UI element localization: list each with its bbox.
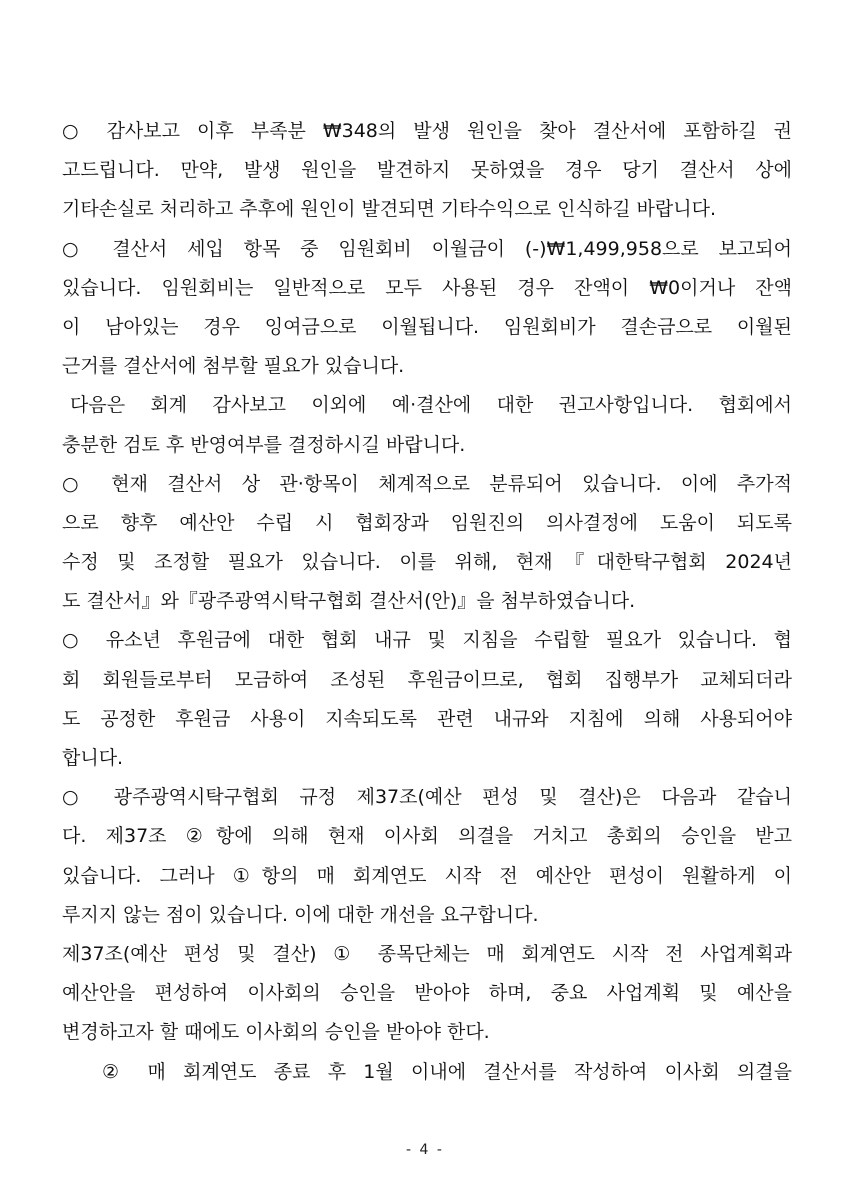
- text-line: 있습니다. 그러나 ①항의 매 회계연도 시작 전 예산안 편성이 원활하게 이: [62, 864, 792, 887]
- text-line: ○ 유소년 후원금에 대한 협회 내규 및 지침을 수립할 필요가 있습니다. 협: [62, 629, 792, 652]
- text-line: 변경하고자 할 때에도 이사회의 승인을 받아야 한다.: [62, 1021, 490, 1044]
- text-line: ② 매 회계연도 종료 후 1월 이내에 결산서를 작성하여 이사회 의결을: [102, 1060, 792, 1083]
- text-line: 도 결산서』와『광주광역시탁구협회 결산서(안)』을 첨부하였습니다.: [62, 590, 636, 613]
- text-line: 도 공정한 후원금 사용이 지속되도록 관련 내규와 지침에 의해 사용되어야: [62, 707, 792, 730]
- text-line: 제37조(예산 편성 및 결산) ① 종목단체는 매 회계연도 시작 전 사업계획과: [62, 942, 792, 965]
- text-line: 근거를 결산서에 첨부할 필요가 있습니다.: [62, 355, 405, 378]
- text-line: ○ 결산서 세입 항목 중 임원회비 이월금이 (-)₩1,499,958으로 보고되어: [62, 237, 792, 260]
- document-body: [62, 112, 792, 1092]
- text-line: 합니다.: [62, 747, 124, 769]
- text-line: 다음은 회계 감사보고 이외에 예·결산에 대한 권고사항입니다. 협회에서: [70, 394, 792, 417]
- page-number: - 4 -: [406, 1142, 444, 1158]
- text-line: 수정 및 조정할 필요가 있습니다. 이를 위해, 현재『대한탁구협회 2024년: [62, 551, 792, 574]
- text-line: 충분한 검토 후 반영여부를 결정하시길 바랍니다.: [62, 433, 466, 456]
- text-line: 루지지 않는 점이 있습니다. 이에 대한 개선을 요구합니다.: [62, 903, 539, 926]
- text-line: 다. 제37조 ②항에 의해 현재 이사회 의결을 거치고 총회의 승인을 받고: [62, 825, 792, 848]
- text-line: 회 회원들로부터 모금하여 조성된 후원금이므로, 협회 집행부가 교체되더라: [62, 668, 792, 691]
- text-line: 고드립니다. 만약, 발생 원인을 발견하지 못하였을 경우 당기 결산서 상에: [62, 159, 792, 182]
- text-line: ○ 감사보고 이후 부족분 ₩348의 발생 원인을 찾아 결산서에 포함하길 권: [62, 120, 792, 142]
- text-line: ○ 광주광역시탁구협회 규정 제37조(예산 편성 및 결산)은 다음과 같습니: [62, 786, 792, 809]
- text-line: 기타손실로 처리하고 추후에 원인이 발견되면 기타수익으로 인식하길 바랍니다.: [62, 198, 717, 221]
- text-line: ○ 현재 결산서 상 관·항목이 체계적으로 분류되어 있습니다. 이에 추가적: [62, 472, 792, 495]
- text-line: 이 남아있는 경우 잉여금으로 이월됩니다. 임원회비가 결손금으로 이월된: [62, 315, 792, 338]
- text-line: 있습니다. 임원회비는 일반적으로 모두 사용된 경우 잔액이 ₩0이거나 잔액: [62, 276, 792, 299]
- text-line: 예산안을 편성하여 이사회의 승인을 받아야 하며, 중요 사업계획 및 예산을: [62, 982, 792, 1005]
- text-line: 으로 향후 예산안 수립 시 협회장과 임원진의 의사결정에 도움이 되도록: [62, 511, 792, 534]
